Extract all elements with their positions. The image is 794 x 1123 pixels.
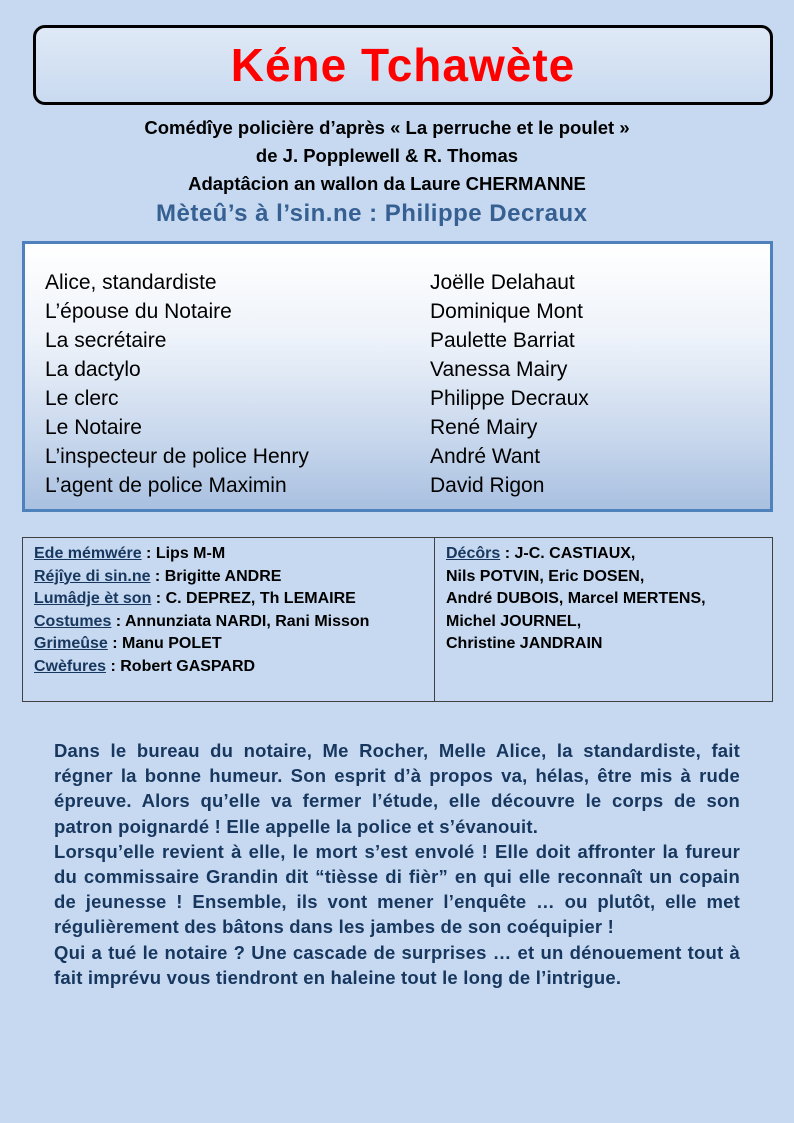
synopsis-paragraph: Qui a tué le notaire ? Une cascade de surprises … et un dénouement tout à fait imprévu vous tiendront en haleine tout le long de l’intrigue. [54,941,740,988]
cast-actor: André Want [430,445,541,468]
crew-value: : J-C. CASTIAUX, [500,545,636,562]
cast-row [25,329,770,358]
cast-row [25,416,770,445]
synopsis-paragraph: Lorsqu’elle revient à elle, le mort s’est envolé ! Elle doit affronter la fureur du commissaire Grandin dit “tièsse di fièr” en qui elle reconnaît un copain de jeunesse ! Ensemble, ils vont mener l’enquête … ou plutôt, elle met régulièrement des bâtons dans les jambes de son coéquipier ! [54,840,740,938]
crew-line: Nils POTVIN, Eric DOSEN, [446,567,645,585]
crew-line [23,611,434,634]
crew-value: : Brigitte ANDRE [150,567,282,585]
credits-block [0,114,794,198]
synopsis-paragraph: Dans le bureau du notaire, Me Rocher, Melle Alice, la standardiste, fait régner la bonne humeur. Son esprit d’à propos va, hélas, être mis à rude épreuve. Alors qu’elle va fermer l’étude, elle découvre le corps de son patron poignardé ! Elle appelle la police et s’évanouit. [54,740,740,837]
crew-label: Grimeûse [34,635,108,652]
crew-line: André DUBOIS, Marcel MERTENS, [446,590,706,607]
cast-role: Alice, standardiste [45,271,217,294]
crew-line: Michel JOURNEL, [446,612,582,630]
crew-line [436,543,772,566]
cast-role: La secrétaire [45,329,167,352]
cast-actor: David Rigon [430,474,545,497]
cast-role: L’agent de police Maximin [45,474,287,497]
cast-row [25,445,770,474]
crew-value: : Robert GASPARD [106,657,256,675]
cast-actor: Paulette Barriat [430,329,575,352]
crew-line [23,566,434,589]
credits-line-adaptation: Adaptâcion an wallon da Laure CHERMANNE [188,173,586,194]
cast-row [25,300,770,329]
crew-left-column [23,538,435,701]
cast-actor: Dominique Mont [430,300,583,323]
crew-label: Cwèfures [34,657,107,675]
play-title: Kéne Tchawète [230,39,576,91]
cast-actor: Joëlle Delahaut [430,271,575,294]
credits-line-authors: de J. Popplewell & R. Thomas [255,145,519,166]
credits-line-genre: Comédîye policière d’après « La perruche et le poulet » [144,117,630,138]
crew-line [23,656,434,679]
cast-row [25,271,770,300]
cast-actor: Philippe Decraux [430,387,589,410]
crew-line [23,588,434,611]
crew-value: : Manu POLET [107,635,222,652]
title-banner [33,25,773,105]
crew-value: : Lips M-M [141,545,226,562]
cast-role: Le Notaire [45,416,142,439]
cast-role: L’inspecteur de police Henry [45,445,309,468]
cast-role: La dactylo [45,358,141,381]
synopsis [54,738,740,990]
crew-line [23,543,434,566]
crew-line: Christine JANDRAIN [446,635,603,652]
cast-row [25,387,770,416]
cast-box [22,241,773,512]
cast-actor: René Mairy [430,416,538,439]
crew-label: Ede mémwére [34,545,142,562]
crew-label: Réjîye di sin.ne [34,567,151,585]
cast-role: Le clerc [45,387,119,410]
crew-right-column [436,538,772,701]
crew-line [23,633,434,656]
cast-role: L’épouse du Notaire [45,300,232,323]
crew-label: Costumes [34,612,112,630]
crew-label: Décôrs [446,545,501,562]
crew-table [22,537,773,702]
cast-row [25,358,770,387]
crew-value: : C. DEPREZ, Th LEMAIRE [151,590,356,607]
crew-label: Lumâdje èt son [34,590,152,607]
cast-actor: Vanessa Mairy [430,358,568,381]
director-line: Mèteû’s à l’sin.ne : Philippe Decraux [156,200,588,227]
cast-row [25,474,770,503]
crew-value: : Annunziata NARDI, Rani Misson [111,612,370,630]
